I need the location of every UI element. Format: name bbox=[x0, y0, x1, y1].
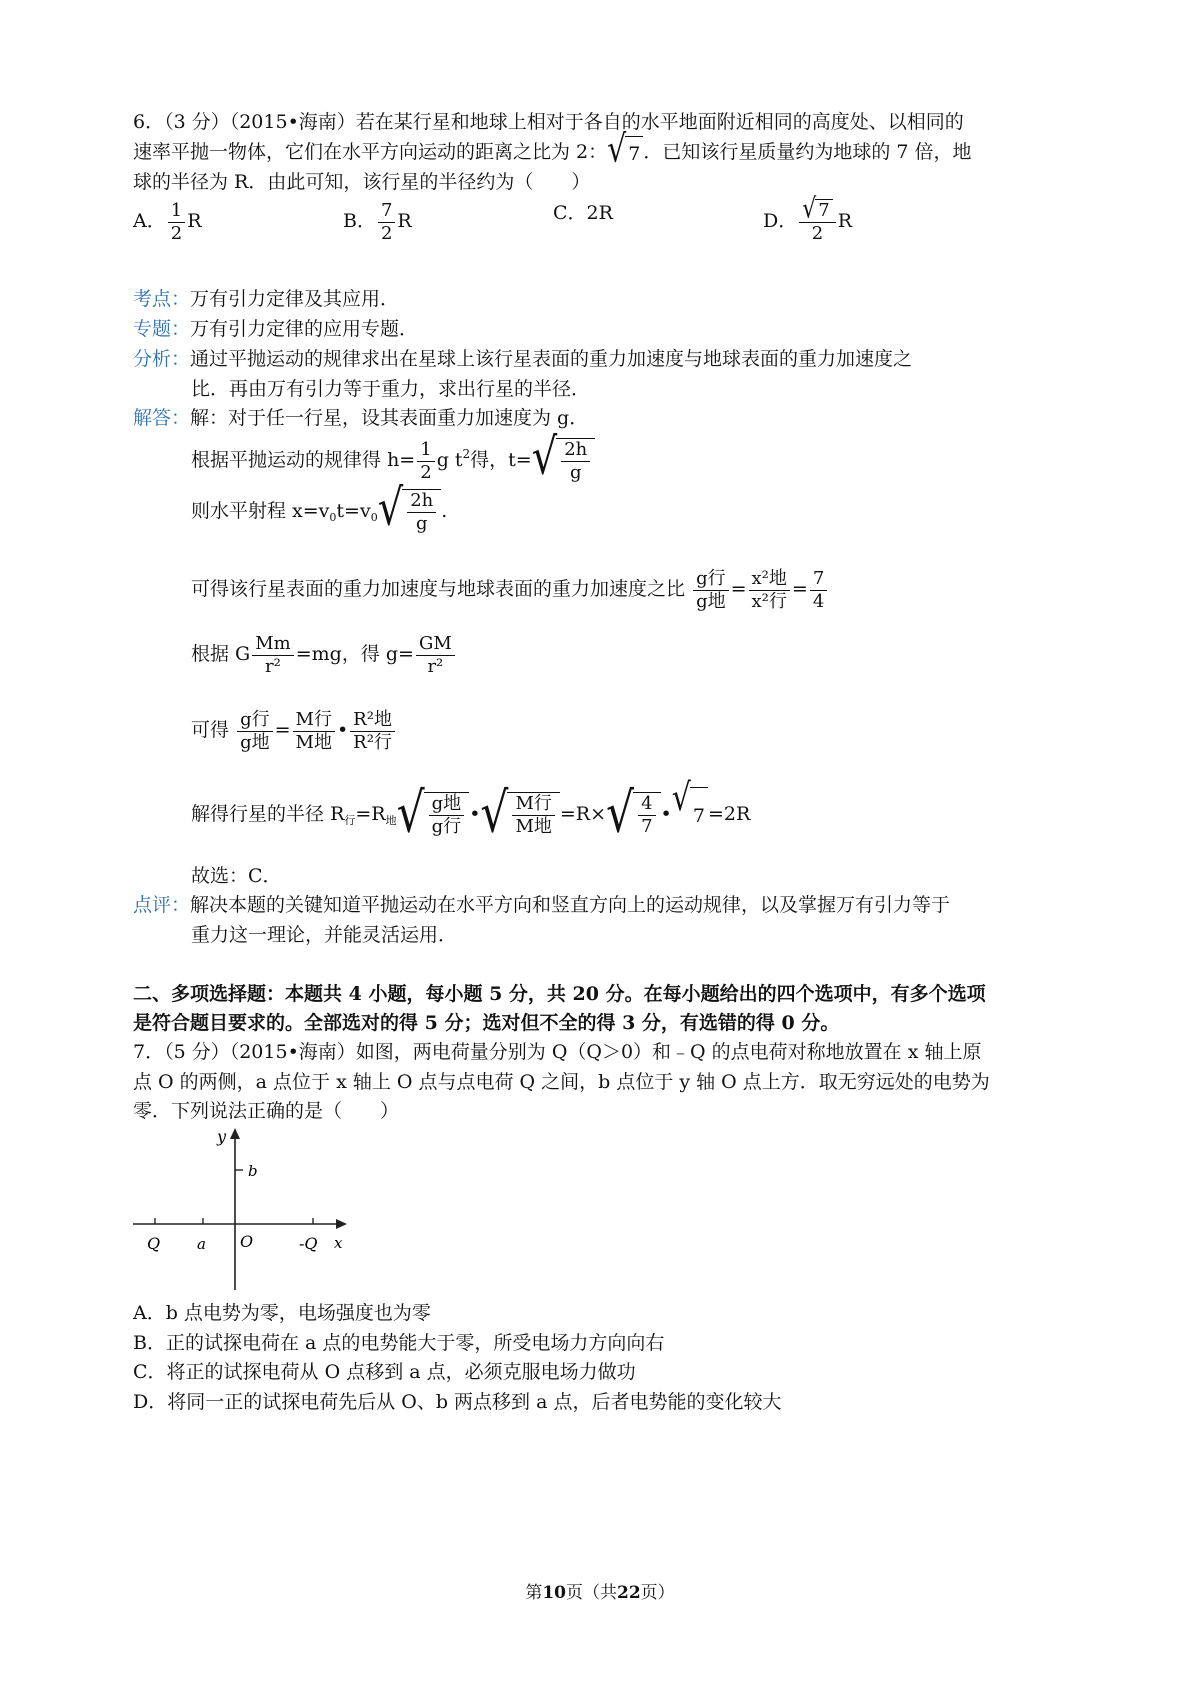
answer-line: 故选：C． bbox=[191, 865, 282, 887]
solution-step3 bbox=[191, 560, 829, 618]
step3-f1-den: g地 bbox=[696, 590, 726, 612]
fenxi-row bbox=[133, 342, 912, 376]
dianping-line2: 重力这一理论，并能灵活运用． bbox=[191, 924, 458, 946]
footer-mid: 页（共 bbox=[566, 1583, 617, 1603]
fenxi-line2: 比．再由万有引力等于重力，求出行星的半径． bbox=[191, 378, 591, 400]
step3-f1-num: g行 bbox=[693, 568, 729, 591]
solution-step4 bbox=[191, 628, 457, 680]
q7-option-a: A．b 点电势为零，电场强度也为零 bbox=[133, 1302, 431, 1324]
step2-dot: . bbox=[441, 500, 448, 522]
step1-sqrt-den: g bbox=[569, 462, 582, 483]
o-label: O bbox=[240, 1232, 254, 1251]
step6-eqr: =R bbox=[355, 803, 386, 825]
q6-option-a bbox=[133, 196, 202, 246]
step2-b: t=v bbox=[336, 500, 371, 522]
step6-sqrt3: √ $\frac{4}{7}$ bbox=[606, 792, 661, 838]
step2-sqrt-den: g bbox=[415, 513, 428, 534]
step5-f1-num: g行 bbox=[237, 709, 273, 732]
step3-text: 可得该行星表面的重力加速度与地球表面的重力加速度之比 bbox=[191, 578, 686, 600]
step3-eq: = bbox=[730, 578, 747, 600]
footer-pre: 第 bbox=[525, 1583, 543, 1603]
solution-step1 bbox=[191, 428, 595, 486]
section2-line2: 是符合题目要求的。全部选对的得 5 分；选对但不全的得 3 分，有选错的得 0 分。 bbox=[133, 1012, 840, 1034]
kaodian-text: 万有引力定律及其应用． bbox=[190, 288, 400, 310]
step6-end: =2R bbox=[707, 803, 751, 825]
q6-option-d bbox=[763, 193, 853, 246]
step6-s2-den: M地 bbox=[515, 816, 552, 837]
step6-text: 解得行星的半径 bbox=[191, 803, 325, 825]
q7-option-d: D．将同一正的试探电荷先后从 O、b 两点移到 a 点，后者电势能的变化较大 bbox=[133, 1391, 782, 1413]
dianping-label: 点评： bbox=[133, 894, 191, 916]
option-a-den: 2 bbox=[170, 222, 183, 244]
jieda-label: 解答： bbox=[133, 407, 191, 429]
step6-s3-num: 4 bbox=[638, 793, 655, 816]
option-d-label: D． bbox=[763, 210, 798, 232]
step2-text: 则水平射程 x=v bbox=[191, 500, 330, 522]
q6-stem-line2-end: ．已知该行星质量约为地球的 7 倍，地 bbox=[643, 141, 972, 163]
kaodian-label: 考点： bbox=[133, 288, 191, 310]
option-d-tail: R bbox=[837, 210, 853, 232]
step6-r: R bbox=[330, 803, 345, 825]
dianping-row bbox=[133, 888, 950, 922]
zhuanti-label: 专题： bbox=[133, 318, 191, 340]
step2-sqrt: √ $\frac{2h}{g}$ bbox=[378, 489, 442, 535]
q6-stem-line1: 6．（3 分）（2015•海南）若在某行星和地球上相对于各自的水平地面附近相同的高度处、以相同的 bbox=[133, 111, 964, 133]
step6-dot: • bbox=[469, 803, 481, 825]
step6-sqrt7: √ 7 bbox=[672, 787, 708, 844]
step2-sqrt-num: 2h bbox=[407, 490, 436, 513]
step6-s1-num: g地 bbox=[429, 793, 465, 816]
step6-sqrt1: √ $\frac{\text{g地}}{\text{g行}}$ bbox=[397, 792, 470, 838]
dianping-line1: 解决本题的关键知道平抛运动在水平方向和竖直方向上的运动规律，以及掌握万有引力等于 bbox=[190, 894, 951, 916]
step3-f2-num: x²地 bbox=[749, 568, 790, 591]
step6-dot2: • bbox=[660, 803, 672, 825]
option-d-den: 2 bbox=[811, 223, 824, 244]
step1-de: 得，t= bbox=[470, 449, 532, 471]
step6-sqrt7-value: 7 bbox=[690, 787, 708, 844]
footer-total-pages: 22 bbox=[617, 1583, 641, 1603]
step5-eq: = bbox=[274, 719, 291, 741]
step2-sub0: 0 bbox=[329, 511, 337, 524]
option-d-fraction bbox=[799, 193, 835, 245]
option-b-tail: R bbox=[397, 210, 412, 232]
fenxi-label: 分析： bbox=[133, 348, 191, 370]
option-d-num: √ 7 bbox=[799, 199, 835, 223]
step5-dot: • bbox=[336, 719, 349, 741]
option-b-label: B． bbox=[343, 210, 376, 232]
option-b-fraction bbox=[378, 200, 395, 245]
step1-sup: 2 bbox=[462, 447, 471, 461]
option-c-label: C． bbox=[553, 202, 587, 224]
step5-f2-num: M行 bbox=[293, 709, 335, 732]
page-footer bbox=[0, 1578, 1200, 1603]
step1-frac-num: 1 bbox=[417, 439, 434, 462]
step4-b: =mg，得 g= bbox=[295, 643, 414, 665]
step4-f2-den: r² bbox=[427, 655, 444, 677]
footer-page-number: 10 bbox=[542, 1583, 566, 1603]
step5-f3-num: R²地 bbox=[350, 709, 395, 732]
step1-gt: g t bbox=[436, 449, 463, 471]
step4-f1-num: Mm bbox=[252, 633, 294, 656]
q7-stem-line2: 点 O 的两侧，a 点位于 x 轴上 O 点与点电荷 Q 之间，b 点位于 y 轴 O 点上方．取无穷远处的电势为 bbox=[133, 1071, 990, 1093]
x-label: x bbox=[334, 1234, 343, 1252]
y-label: y bbox=[217, 1127, 227, 1146]
step3-f2-den: x²行 bbox=[751, 590, 787, 612]
q-label: Q bbox=[147, 1234, 161, 1253]
step5-text: 可得 bbox=[191, 719, 230, 741]
step6-s3-den: 7 bbox=[641, 816, 653, 837]
step3-eq2: = bbox=[791, 578, 808, 600]
step6-sub2: 地 bbox=[385, 814, 397, 827]
zhuanti-text: 万有引力定律的应用专题． bbox=[190, 318, 419, 340]
q7-option-b: B．正的试探电荷在 a 点的电势能大于零，所受电场力方向向右 bbox=[133, 1332, 665, 1354]
solution-step2 bbox=[191, 479, 448, 544]
option-b-den: 2 bbox=[380, 222, 393, 244]
option-a-label: A． bbox=[133, 210, 166, 232]
x-axis-arrow bbox=[336, 1219, 347, 1229]
option-c-text: 2R bbox=[586, 202, 613, 224]
step5-f3-den: R²行 bbox=[353, 731, 392, 753]
step1-h: h= bbox=[387, 449, 416, 471]
section2-line1: 二、多项选择题：本题共 4 小题，每小题 5 分，共 20 分。在每小题给出的四个选项中，有多个选项 bbox=[133, 983, 986, 1005]
step6-sqrt2: √ $\frac{\text{M行}}{\text{M地}}$ bbox=[480, 792, 559, 838]
step6-sub1: 行 bbox=[344, 814, 356, 827]
kaodian-row bbox=[133, 282, 399, 316]
step5-f1-den: g地 bbox=[240, 731, 270, 753]
step4-text: 根据 G bbox=[191, 643, 251, 665]
step5-f2-den: M地 bbox=[295, 731, 332, 753]
negq-label: -Q bbox=[299, 1234, 318, 1253]
q6-stem-line2-start: 速率平抛一物体，它们在水平方向运动的距离之比为 2： bbox=[133, 141, 608, 163]
b-label: b bbox=[248, 1162, 258, 1180]
step1-text: 根据平抛运动的规律得 bbox=[191, 449, 382, 471]
step2-sub1: 0 bbox=[370, 511, 378, 524]
option-d-sqrt-value: 7 bbox=[815, 199, 832, 222]
step1-sqrt-num: 2h bbox=[561, 439, 590, 462]
q6-option-b bbox=[343, 196, 412, 246]
step3-f3-num: 7 bbox=[810, 568, 827, 591]
option-a-tail: R bbox=[187, 210, 202, 232]
step4-f2-num: GM bbox=[416, 633, 455, 656]
jieda-line1: 解：对于任一行星，设其表面重力加速度为 g． bbox=[190, 407, 589, 429]
zhuanti-row bbox=[133, 312, 418, 346]
step1-frac-den: 2 bbox=[420, 461, 432, 483]
q7-option-c: C．将正的试探电荷从 O 点移到 a 点，必须克服电场力做功 bbox=[133, 1361, 636, 1383]
step4-f1-den: r² bbox=[265, 655, 281, 677]
a-label: a bbox=[197, 1235, 206, 1253]
sqrt-7: √ 7 bbox=[607, 136, 643, 171]
sqrt-7-value: 7 bbox=[625, 136, 643, 171]
option-a-fraction bbox=[168, 200, 185, 245]
step6-rx: =R× bbox=[559, 803, 607, 825]
option-a-num: 1 bbox=[168, 200, 185, 223]
y-axis-arrow bbox=[230, 1128, 240, 1139]
option-b-num: 7 bbox=[378, 200, 395, 223]
step6-s2-num: M行 bbox=[512, 793, 554, 816]
footer-post: 页） bbox=[640, 1583, 675, 1603]
step6-s1-den: g行 bbox=[431, 816, 462, 837]
fenxi-line1: 通过平抛运动的规律求出在星球上该行星表面的重力加速度与地球表面的重力加速度之 bbox=[190, 348, 913, 370]
charge-axis-figure bbox=[125, 1120, 365, 1295]
step3-f3-den: 4 bbox=[812, 590, 825, 612]
q6-option-c bbox=[553, 196, 613, 230]
step1-sqrt: √ $\frac{2h}{g}$ bbox=[532, 438, 596, 484]
solution-step5 bbox=[191, 702, 397, 758]
q7-stem-line1: 7．（5 分）（2015•海南）如图，两电荷量分别为 Q（Q＞0）和﹣Q 的点电荷对称地放置在 x 轴上原 bbox=[133, 1041, 982, 1063]
q7-stem-line3: 零．下列说法正确的是（ ） bbox=[133, 1100, 400, 1122]
solution-step6 bbox=[191, 775, 751, 849]
q6-stem-line3: 球的半径为 R．由此可知，该行星的半径约为（ ） bbox=[133, 171, 591, 193]
